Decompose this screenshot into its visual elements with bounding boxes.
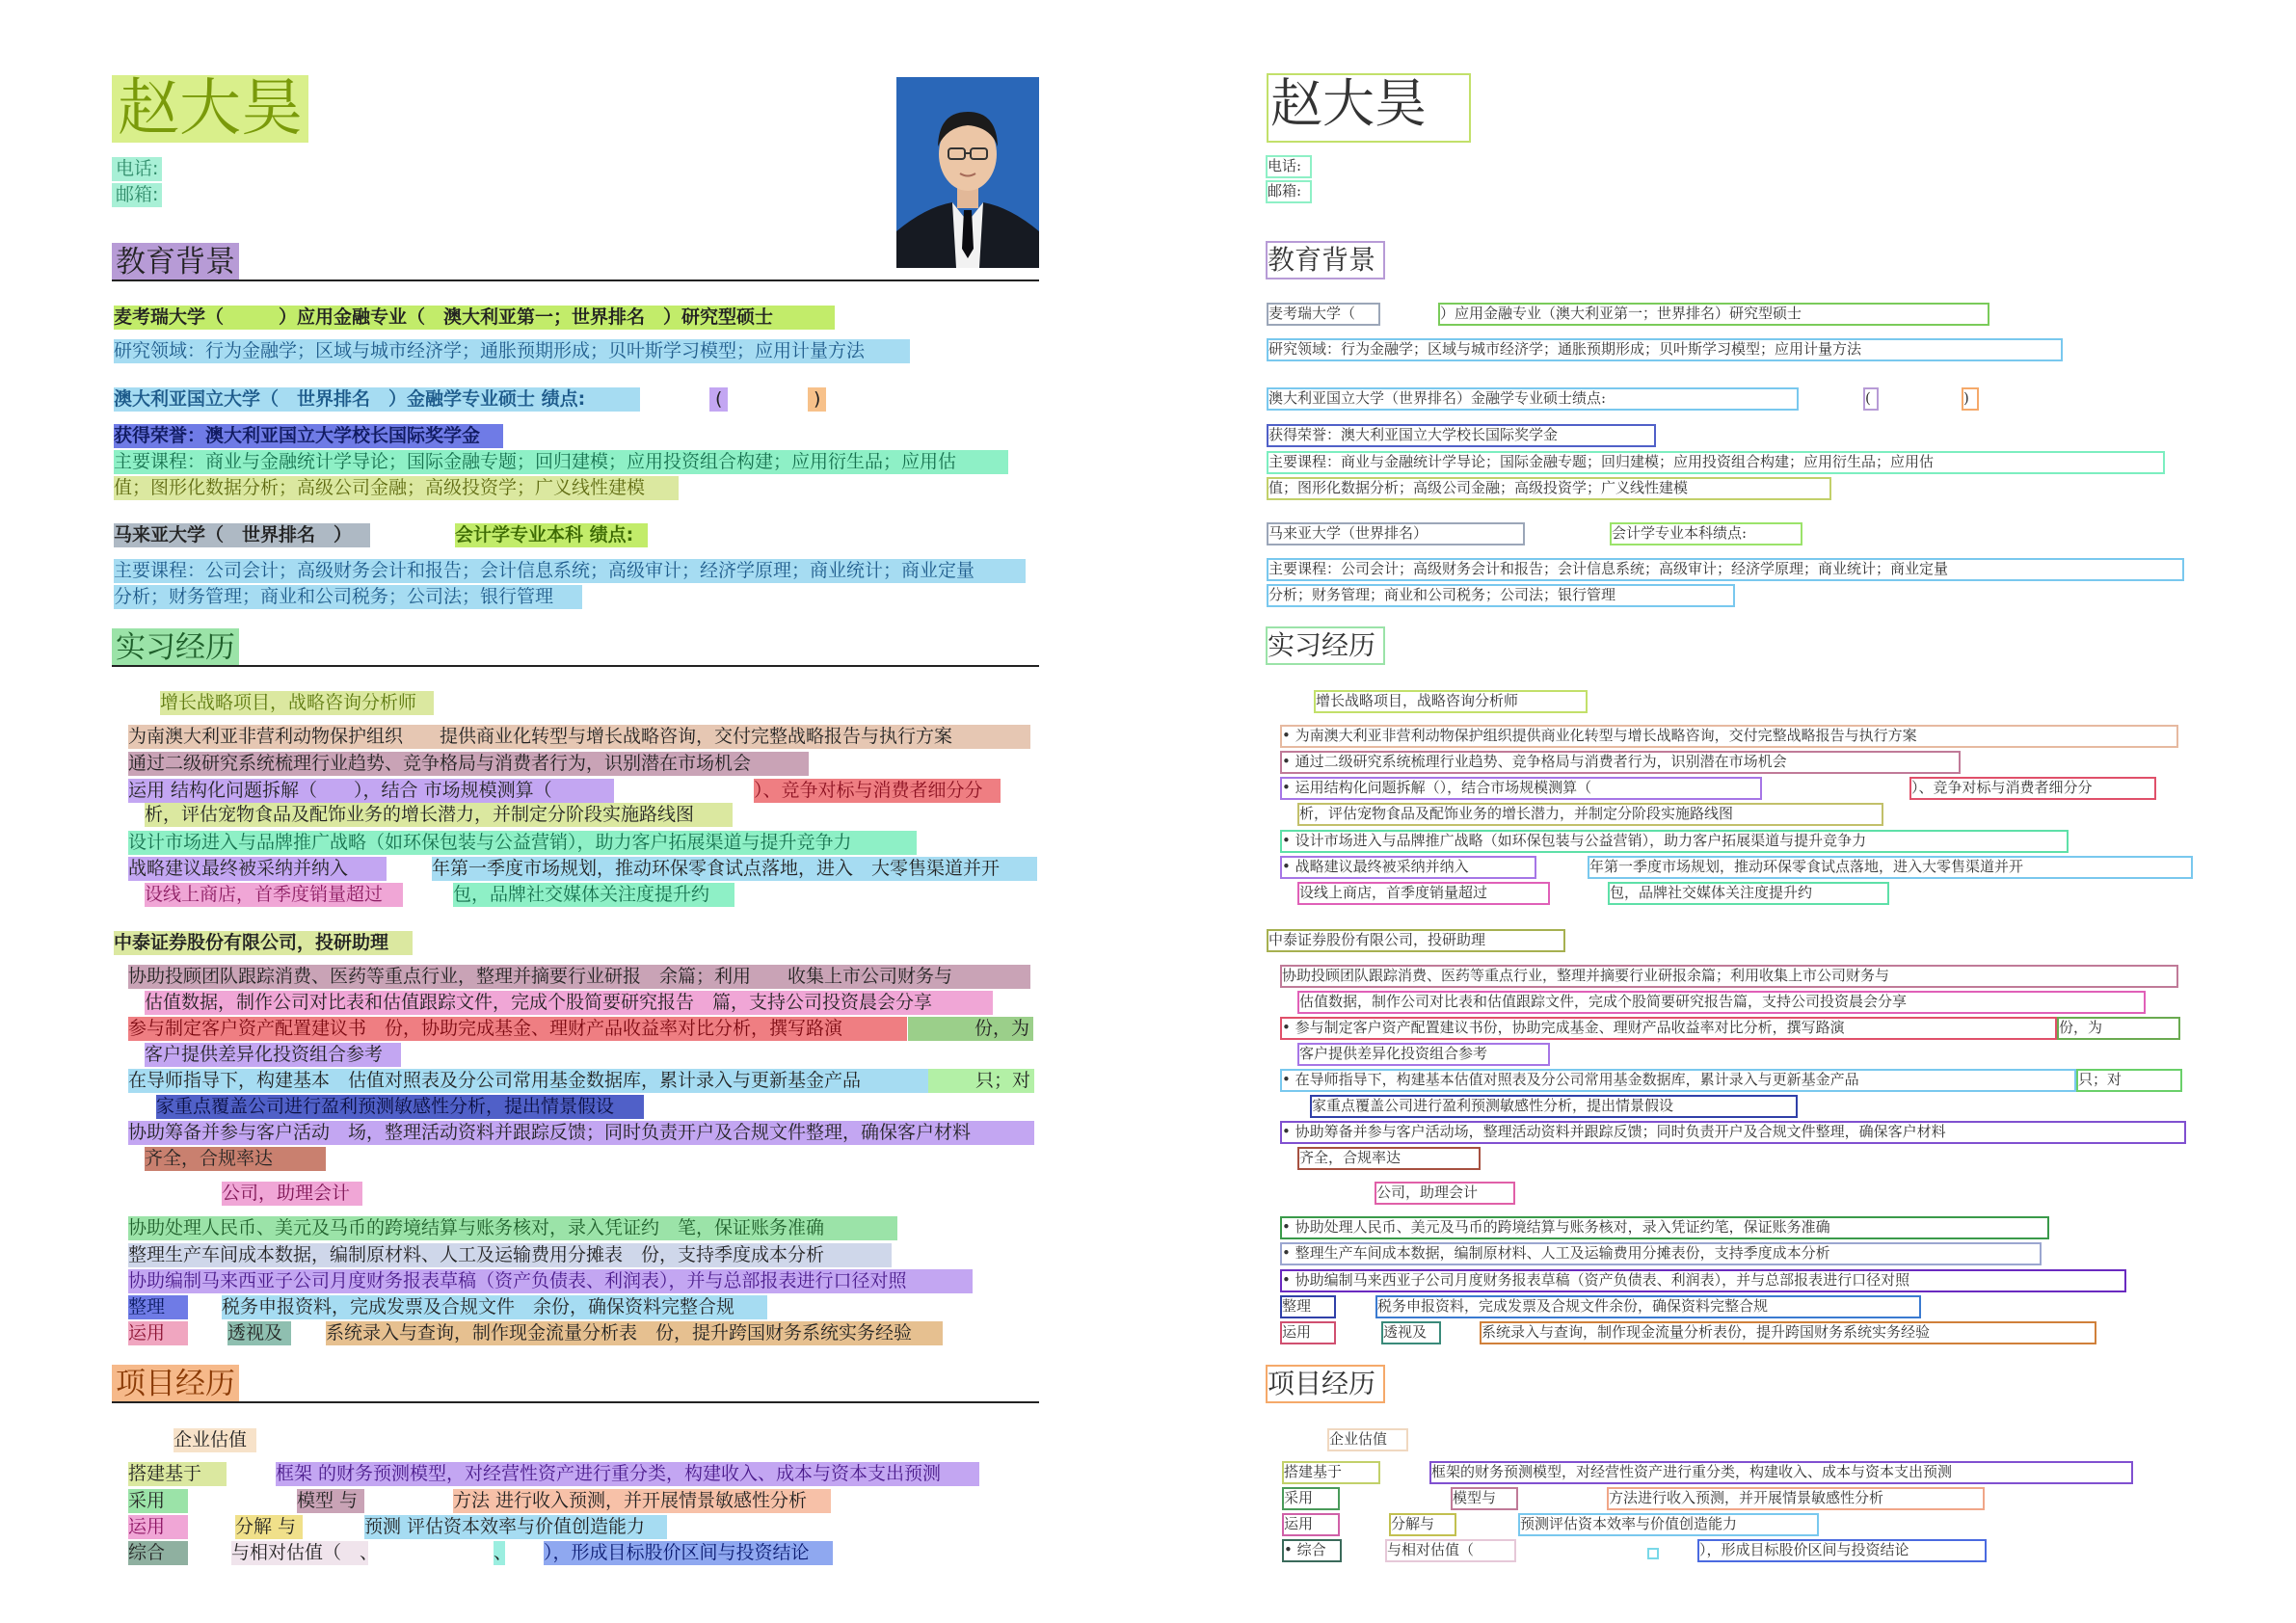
internship3-bullet-4a: 整理 <box>128 1295 188 1319</box>
internship2-bullet-4b: 齐全，合规率达 <box>145 1147 326 1171</box>
project-bullet-3c: 预测 评估资本效率与价值创造能力 <box>364 1515 667 1539</box>
internship1-bullet-5d: 包，品牌社交媒体关注度提升约 <box>1608 882 1889 905</box>
um-courses-line-2: 分析；财务管理；商业和公司税务；公司法；银行管理 <box>1267 584 1735 607</box>
um-courses-line-1: 主要课程：公司会计；高级财务会计和报告；会计信息系统；高级审计；经济学原理；商业统计；商业定量 <box>1267 558 2184 581</box>
candidate-name: 赵大昊 <box>112 75 308 143</box>
mq-research-areas: 研究领域：行为金融学；区域与城市经济学；通胀预期形成；贝叶斯学习模型；应用计量方法 <box>1267 338 2063 361</box>
internship3-bullet-4a: 整理 <box>1280 1295 1336 1318</box>
internship1-bullet-3a: • 运用结构化问题拆解（），结合市场规模测算（ <box>1280 777 1762 800</box>
profile-photo <box>896 77 1039 268</box>
project-bullet-2a: 采用 <box>128 1489 188 1513</box>
project-bullet-3a: 运用 <box>1282 1513 1340 1536</box>
um-education-line: 马来亚大学（ 世界排名 ） <box>114 523 370 547</box>
project-bullet-4c-marker <box>1647 1548 1659 1559</box>
project-bullet-3b: 分解 与 <box>235 1515 303 1539</box>
internship1-bullet-3b: ）、竞争对标与消费者细分分 <box>1909 777 2156 800</box>
internship2-bullet-1a: 协助投顾团队跟踪消费、医药等重点行业，整理并摘要行业研报 余篇；利用 收集上市公司财务与 <box>128 965 1030 989</box>
internship3-bullet-4b: 税务申报资料，完成发票及合规文件 余份，确保资料完整合规 <box>222 1295 767 1319</box>
project-bullet-1b: 框架的财务预测模型，对经营性资产进行重分类，构建收入、成本与资本支出预测 <box>1429 1461 2133 1484</box>
internship1-bullet-3a: 运用 结构化问题拆解（ ），结合 市场规模测算（ <box>128 779 614 803</box>
internship2-bullet-4a: 协助筹备并参与客户活动 场，整理活动资料并跟踪反馈；同时负责开户及合规文件整理，确保客户材料 <box>128 1121 1034 1145</box>
project-bullet-2b: 模型 与 <box>297 1489 364 1513</box>
mq-education-line-a: 麦考瑞大学（ <box>1267 303 1380 326</box>
internship2-bullet-2a: 参与制定客户资产配置建议书 份，协助完成基金、理财产品收益率对比分析，撰写路演 <box>128 1017 907 1041</box>
internship2-bullet-1b: 估值数据，制作公司对比表和估值跟踪文件，完成个股简要研究报告 篇，支持公司投资晨会分享 <box>145 991 993 1015</box>
internship1-bullet-2: • 通过二级研究系统梳理行业趋势、竞争格局与消费者行为，识别潜在市场机会 <box>1280 751 1961 774</box>
internship3-bullet-5a: 运用 <box>1280 1321 1336 1344</box>
anu-honor: 获得荣誉：澳大利亚国立大学校长国际奖学金 <box>114 424 503 448</box>
mq-research-areas: 研究领域：行为金融学；区域与城市经济学；通胀预期形成；贝叶斯学习模型；应用计量方法 <box>114 339 910 363</box>
project-bullet-3b: 分解与 <box>1389 1513 1456 1536</box>
internship1-bullet-1: 为南澳大利亚非营利动物保护组织 提供商业化转型与增长战略咨询，交付完整战略报告与执行方案 <box>128 725 1030 749</box>
internship1-bullet-4: 设计市场进入与品牌推广战略（如环保包装与公益营销），助力客户拓展渠道与提升竞争力 <box>128 831 917 855</box>
anu-honor: 获得荣誉：澳大利亚国立大学校长国际奖学金 <box>1267 424 1656 447</box>
internship2-bullet-1b: 估值数据，制作公司对比表和估值跟踪文件，完成个股简要研究报告篇，支持公司投资晨会分享 <box>1297 991 2146 1014</box>
project-bullet-1a: 搭建基于 <box>128 1462 227 1486</box>
internship3-title: 公司，助理会计 <box>1375 1182 1515 1205</box>
internship2-bullet-3b: 只；对 <box>2076 1069 2182 1092</box>
project-bullet-4a: • 综合 <box>1282 1539 1342 1562</box>
internship3-bullet-5b: 透视及 <box>227 1321 291 1345</box>
internship3-bullet-2: 整理生产车间成本数据，编制原材料、人工及运输费用分摊表 份，支持季度成本分析 <box>128 1243 892 1267</box>
email-label: 邮箱: <box>1266 180 1312 203</box>
internship2-bullet-3a: 在导师指导下，构建基本 估值对照表及分公司常用基金数据库，累计录入与更新基金产品 <box>128 1069 928 1093</box>
anu-courses-line-2: 值；图形化数据分析；高级公司金融；高级投资学；广义线性建模 <box>1267 477 1831 500</box>
candidate-name: 赵大昊 <box>1267 73 1471 143</box>
phone-label: 电话: <box>112 157 162 181</box>
internship1-bullet-5c: 设线上商店，首季度销量超过 <box>145 883 403 907</box>
internship1-title: 增长战略项目，战略咨询分析师 <box>160 691 434 715</box>
internship3-bullet-4b: 税务申报资料，完成发票及合规文件余份，确保资料完整合规 <box>1375 1295 1921 1318</box>
project-bullet-1a: 搭建基于 <box>1282 1461 1380 1484</box>
internship1-bullet-3c: 析，评估宠物食品及配饰业务的增长潜力，并制定分阶段实施路线图 <box>1297 803 1883 826</box>
anu-gpa-open: ( <box>1863 387 1879 411</box>
anu-education-line: 澳大利亚国立大学（世界排名）金融学专业硕士绩点: <box>1267 387 1799 411</box>
project-bullet-4b: 与相对估值（ <box>1385 1539 1516 1562</box>
internship3-bullet-5c: 系统录入与查询，制作现金流量分析表 份，提升跨国财务系统实务经验 <box>326 1321 943 1345</box>
anu-gpa-close: ) <box>1962 387 1979 411</box>
portrait-image <box>896 77 1039 268</box>
internship2-bullet-4b: 齐全，合规率达 <box>1297 1147 1481 1170</box>
section-divider <box>112 1401 1039 1403</box>
um-degree: 会计学专业本科 绩点: <box>455 523 648 547</box>
internship2-bullet-2b: 份，为 <box>908 1017 1033 1041</box>
section-title-projects: 项目经历 <box>112 1365 239 1403</box>
anu-courses-line-1: 主要课程：商业与金融统计学导论；国际金融专题；回归建模；应用投资组合构建；应用衍生品；应用估 <box>114 450 1008 474</box>
internship1-bullet-2: 通过二级研究系统梳理行业趋势、竞争格局与消费者行为，识别潜在市场机会 <box>128 752 809 776</box>
internship1-bullet-5b: 年第一季度市场规划，推动环保零食试点落地，进入 大零售渠道并开 <box>432 857 1037 881</box>
internship1-bullet-5a: • 战略建议最终被采纳并纳入 <box>1280 856 1536 879</box>
section-title-internship: 实习经历 <box>112 628 239 667</box>
mq-education-line: 麦考瑞大学（ ）应用金融专业（ 澳大利亚第一；世界排名 ）研究型硕士 <box>114 306 835 330</box>
section-title-internship: 实习经历 <box>1266 626 1385 665</box>
internship2-bullet-1a: 协助投顾团队跟踪消费、医药等重点行业，整理并摘要行业研报余篇；利用收集上市公司财务与 <box>1280 965 2178 988</box>
outlined-page <box>1148 0 2296 1623</box>
section-divider <box>112 665 1039 667</box>
email-label: 邮箱: <box>112 183 162 207</box>
anu-education-line: 澳大利亚国立大学（ 世界排名 ）金融学专业硕士 绩点: <box>114 387 640 412</box>
internship2-title: 中泰证券股份有限公司，投研助理 <box>1267 929 1565 952</box>
phone-label: 电话: <box>1266 155 1312 178</box>
project-bullet-4d: ），形成目标股价区间与投资结论 <box>544 1541 833 1565</box>
project-bullet-2c: 方法 进行收入预测，并开展情景敏感性分析 <box>453 1489 831 1513</box>
internship2-bullet-4a: • 协助筹备并参与客户活动场，整理活动资料并跟踪反馈；同时负责开户及合规文件整理，确保客户材料 <box>1280 1121 2186 1144</box>
project-bullet-4d: ），形成目标股价区间与投资结论 <box>1697 1539 1987 1562</box>
internship2-bullet-3b: 只；对 <box>928 1069 1034 1093</box>
section-title-education: 教育背景 <box>1266 241 1385 279</box>
internship3-bullet-3: 协助编制马来西亚子公司月度财务报表草稿（资产负债表、利润表），并与总部报表进行口径对照 <box>128 1269 973 1293</box>
internship1-bullet-3c: 析，评估宠物食品及配饰业务的增长潜力，并制定分阶段实施路线图 <box>145 803 733 827</box>
um-courses-line-1: 主要课程：公司会计；高级财务会计和报告；会计信息系统；高级审计；经济学原理；商业统计；商业定量 <box>114 559 1026 583</box>
internship1-bullet-3b: ）、竞争对标与消费者细分分 <box>754 779 1001 803</box>
project-title: 企业估值 <box>1327 1428 1408 1451</box>
section-title-education: 教育背景 <box>112 243 239 281</box>
um-education-line: 马来亚大学（世界排名） <box>1267 522 1525 545</box>
internship3-bullet-5c: 系统录入与查询，制作现金流量分析表份，提升跨国财务系统实务经验 <box>1480 1321 2096 1344</box>
internship1-bullet-5d: 包，品牌社交媒体关注度提升约 <box>453 883 734 907</box>
internship3-bullet-1: • 协助处理人民币、美元及马币的跨境结算与账务核对，录入凭证约笔，保证账务准确 <box>1280 1216 2049 1239</box>
internship1-title: 增长战略项目，战略咨询分析师 <box>1314 690 1588 713</box>
project-bullet-4c: 、 <box>494 1542 513 1563</box>
internship3-bullet-3: • 协助编制马来西亚子公司月度财务报表草稿（资产负债表、利润表），并与总部报表进行口径对照 <box>1280 1269 2126 1292</box>
project-bullet-4b: 与相对估值（ 、 <box>231 1542 379 1563</box>
internship2-bullet-2c: 客户提供差异化投资组合参考 <box>145 1043 401 1067</box>
section-title-projects: 项目经历 <box>1266 1365 1385 1403</box>
project-bullet-1b: 框架 的财务预测模型，对经营性资产进行重分类，构建收入、成本与资本支出预测 <box>276 1462 979 1486</box>
internship2-bullet-3c: 家重点覆盖公司进行盈利预测敏感性分析，提出情景假设 <box>1310 1095 1798 1118</box>
project-bullet-3a: 运用 <box>128 1515 188 1539</box>
project-bullet-2c: 方法进行收入预测，并开展情景敏感性分析 <box>1607 1487 1985 1510</box>
internship3-bullet-2: • 整理生产车间成本数据，编制原材料、人工及运输费用分摊表份，支持季度成本分析 <box>1280 1242 2042 1265</box>
internship3-bullet-5b: 透视及 <box>1381 1321 1441 1344</box>
internship2-bullet-3c: 家重点覆盖公司进行盈利预测敏感性分析，提出情景假设 <box>156 1095 644 1119</box>
internship2-bullet-3a: • 在导师指导下，构建基本估值对照表及分公司常用基金数据库，累计录入与更新基金产品 <box>1280 1069 2076 1092</box>
project-bullet-2a: 采用 <box>1282 1487 1340 1510</box>
mq-education-line-b: ）应用金融专业（澳大利亚第一；世界排名）研究型硕士 <box>1438 303 1989 326</box>
internship1-bullet-5b: 年第一季度市场规划，推动环保零食试点落地，进入大零售渠道并开 <box>1588 856 2193 879</box>
um-degree: 会计学专业本科绩点: <box>1610 522 1802 545</box>
project-title: 企业估值 <box>174 1428 256 1452</box>
internship3-bullet-5a: 运用 <box>128 1321 188 1345</box>
internship1-bullet-1: • 为南澳大利亚非营利动物保护组织提供商业化转型与增长战略咨询，交付完整战略报告与执行方案 <box>1280 725 2178 748</box>
internship3-title: 公司，助理会计 <box>222 1182 362 1206</box>
project-bullet-4a: 综合 <box>128 1541 188 1565</box>
internship2-bullet-2a: • 参与制定客户资产配置建议书份，协助完成基金、理财产品收益率对比分析，撰写路演 <box>1280 1017 2057 1040</box>
internship1-bullet-4: • 设计市场进入与品牌推广战略（如环保包装与公益营销），助力客户拓展渠道与提升竞争力 <box>1280 830 2069 853</box>
internship3-bullet-1: 协助处理人民币、美元及马币的跨境结算与账务核对，录入凭证约 笔，保证账务准确 <box>128 1216 897 1240</box>
section-divider <box>112 279 1039 281</box>
project-bullet-3c: 预测评估资本效率与价值创造能力 <box>1518 1513 1819 1536</box>
anu-courses-line-2: 值；图形化数据分析；高级公司金融；高级投资学；广义线性建模 <box>114 476 679 500</box>
anu-gpa-open: ( <box>709 387 728 412</box>
um-courses-line-2: 分析；财务管理；商业和公司税务；公司法；银行管理 <box>114 585 582 609</box>
internship1-bullet-5a: 战略建议最终被采纳并纳入 <box>128 857 387 881</box>
internship1-bullet-5c: 设线上商店，首季度销量超过 <box>1297 882 1550 905</box>
project-bullet-2b: 模型与 <box>1451 1487 1518 1510</box>
anu-courses-line-1: 主要课程：商业与金融统计学导论；国际金融专题；回归建模；应用投资组合构建；应用衍生品；应用估 <box>1267 451 2165 474</box>
internship2-bullet-2c: 客户提供差异化投资组合参考 <box>1297 1043 1550 1066</box>
internship2-title: 中泰证券股份有限公司，投研助理 <box>114 931 413 955</box>
internship2-bullet-2b: 份，为 <box>2057 1017 2180 1040</box>
anu-gpa-close: ) <box>808 387 826 412</box>
